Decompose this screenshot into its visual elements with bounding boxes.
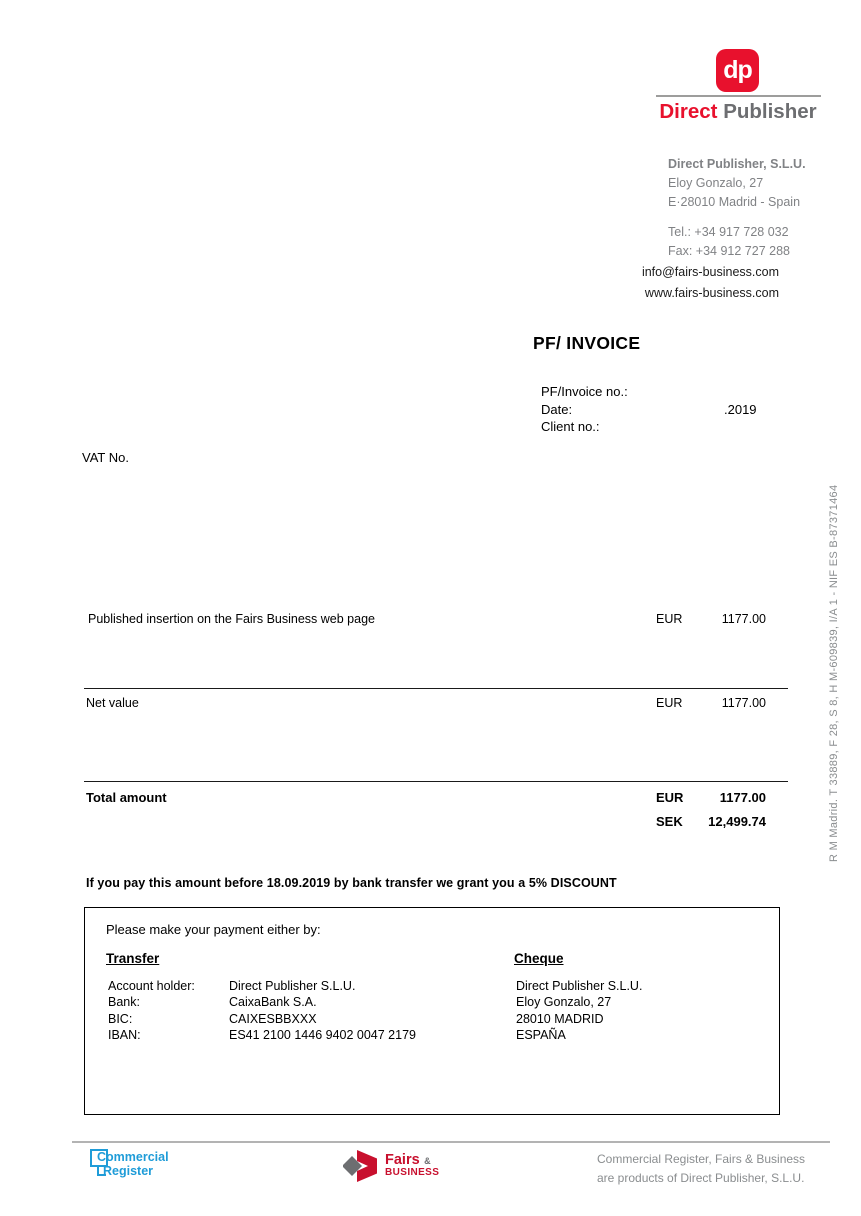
sender-tel: Tel.: +34 917 728 032 bbox=[668, 225, 789, 239]
fairs-logo-word2: BUSINESS bbox=[385, 1166, 440, 1178]
brand-name-primary: Direct bbox=[659, 100, 718, 123]
cheque-line-country: ESPAÑA bbox=[516, 1027, 566, 1042]
footer-divider bbox=[72, 1141, 830, 1143]
brand-name bbox=[654, 100, 822, 124]
brand-name-secondary: Publisher bbox=[723, 100, 817, 123]
sender-city: E·28010 Madrid - Spain bbox=[668, 195, 801, 209]
cheque-line-street: Eloy Gonzalo, 27 bbox=[516, 995, 612, 1010]
total-eur-currency: EUR bbox=[656, 790, 684, 805]
invoice-number-label: PF/Invoice no.: bbox=[541, 384, 628, 399]
line-item-currency: EUR bbox=[656, 612, 683, 626]
total-rule bbox=[84, 781, 788, 782]
transfer-bic-value: CAIXESBBXXX bbox=[229, 1011, 317, 1026]
fairs-logo-text bbox=[385, 1151, 440, 1179]
sender-address-block bbox=[668, 155, 806, 212]
transfer-bank-value: CaixaBank S.A. bbox=[229, 995, 317, 1010]
transfer-details bbox=[108, 978, 416, 1043]
fairs-logo-amp: & bbox=[424, 1155, 431, 1166]
cheque-line-city: 28010 MADRID bbox=[516, 1011, 604, 1026]
cheque-line-company: Direct Publisher S.L.U. bbox=[516, 979, 643, 993]
sender-email: info@fairs-business.com bbox=[641, 265, 779, 279]
fairs-business-logo bbox=[343, 1149, 439, 1183]
total-eur-amount: 1177.00 bbox=[719, 790, 766, 805]
total-sek-currency: SEK bbox=[656, 814, 683, 829]
brand-divider bbox=[656, 95, 821, 97]
client-number-label: Client no.: bbox=[541, 419, 600, 434]
document-title: PF/ INVOICE bbox=[533, 333, 641, 353]
transfer-iban-label: IBAN: bbox=[108, 1027, 141, 1042]
invoice-number-row bbox=[541, 383, 781, 401]
line-item-amount: 1177.00 bbox=[721, 612, 766, 626]
transfer-bank-label: Bank: bbox=[108, 995, 140, 1010]
net-currency: EUR bbox=[656, 696, 683, 710]
net-amount: 1177.00 bbox=[721, 696, 766, 710]
commercial-register-logo bbox=[90, 1150, 169, 1178]
vat-label: VAT No. bbox=[82, 450, 129, 465]
payment-intro: Please make your payment either by: bbox=[106, 922, 321, 937]
total-label: Total amount bbox=[86, 790, 167, 805]
sender-company: Direct Publisher, S.L.U. bbox=[668, 157, 806, 171]
footer-note-line2: are products of Direct Publisher, S.L.U. bbox=[597, 1170, 805, 1185]
register-logo-line1: Commercial bbox=[97, 1150, 169, 1164]
sender-website: www.fairs-business.com bbox=[644, 285, 779, 300]
fairs-logo-word1: Fairs bbox=[385, 1151, 420, 1168]
transfer-row-account bbox=[108, 978, 416, 994]
footer-note-line1: Commercial Register, Fairs & Business bbox=[597, 1152, 806, 1166]
transfer-row-bic bbox=[108, 1011, 416, 1027]
register-logo-line2: Register bbox=[103, 1164, 154, 1178]
cheque-heading: Cheque bbox=[514, 951, 564, 966]
transfer-heading: Transfer bbox=[106, 951, 160, 966]
line-item-description: Published insertion on the Fairs Business web page bbox=[88, 612, 375, 626]
sender-online-block bbox=[642, 262, 779, 303]
invoice-meta bbox=[541, 383, 781, 436]
invoice-date-value: .2019 bbox=[724, 401, 757, 417]
registry-side-note: R M Madrid. T 33889, F 28, S 8, H M-609839, I/A 1 - NIF ES B-87371464 bbox=[828, 484, 840, 862]
sender-fax: Fax: +34 912 727 288 bbox=[668, 244, 790, 258]
transfer-row-bank bbox=[108, 994, 416, 1010]
payment-box bbox=[84, 907, 780, 1115]
net-label: Net value bbox=[86, 696, 139, 710]
register-bracket-icon bbox=[97, 1165, 106, 1176]
footer-note bbox=[597, 1150, 805, 1187]
fairs-cube-icon bbox=[343, 1149, 381, 1183]
total-sek-amount: 12,499.74 bbox=[708, 814, 766, 829]
invoice-date-row bbox=[541, 401, 781, 419]
client-number-row bbox=[541, 418, 781, 436]
sender-phone-block bbox=[668, 223, 790, 261]
invoice-date-label: Date: bbox=[541, 401, 573, 417]
transfer-row-iban bbox=[108, 1027, 416, 1043]
net-rule bbox=[84, 688, 788, 689]
dp-logo bbox=[716, 49, 759, 92]
transfer-account-value: Direct Publisher S.L.U. bbox=[229, 979, 356, 993]
sender-street: Eloy Gonzalo, 27 bbox=[668, 176, 764, 190]
transfer-account-label: Account holder: bbox=[108, 979, 195, 993]
dp-logo-monogram: dp bbox=[723, 56, 752, 84]
transfer-iban-value: ES41 2100 1446 9402 0047 2179 bbox=[229, 1027, 416, 1042]
transfer-bic-label: BIC: bbox=[108, 1011, 133, 1026]
cheque-details bbox=[516, 978, 642, 1043]
discount-note: If you pay this amount before 18.09.2019 by bank transfer we grant you a 5% DISCOUNT bbox=[86, 876, 617, 890]
